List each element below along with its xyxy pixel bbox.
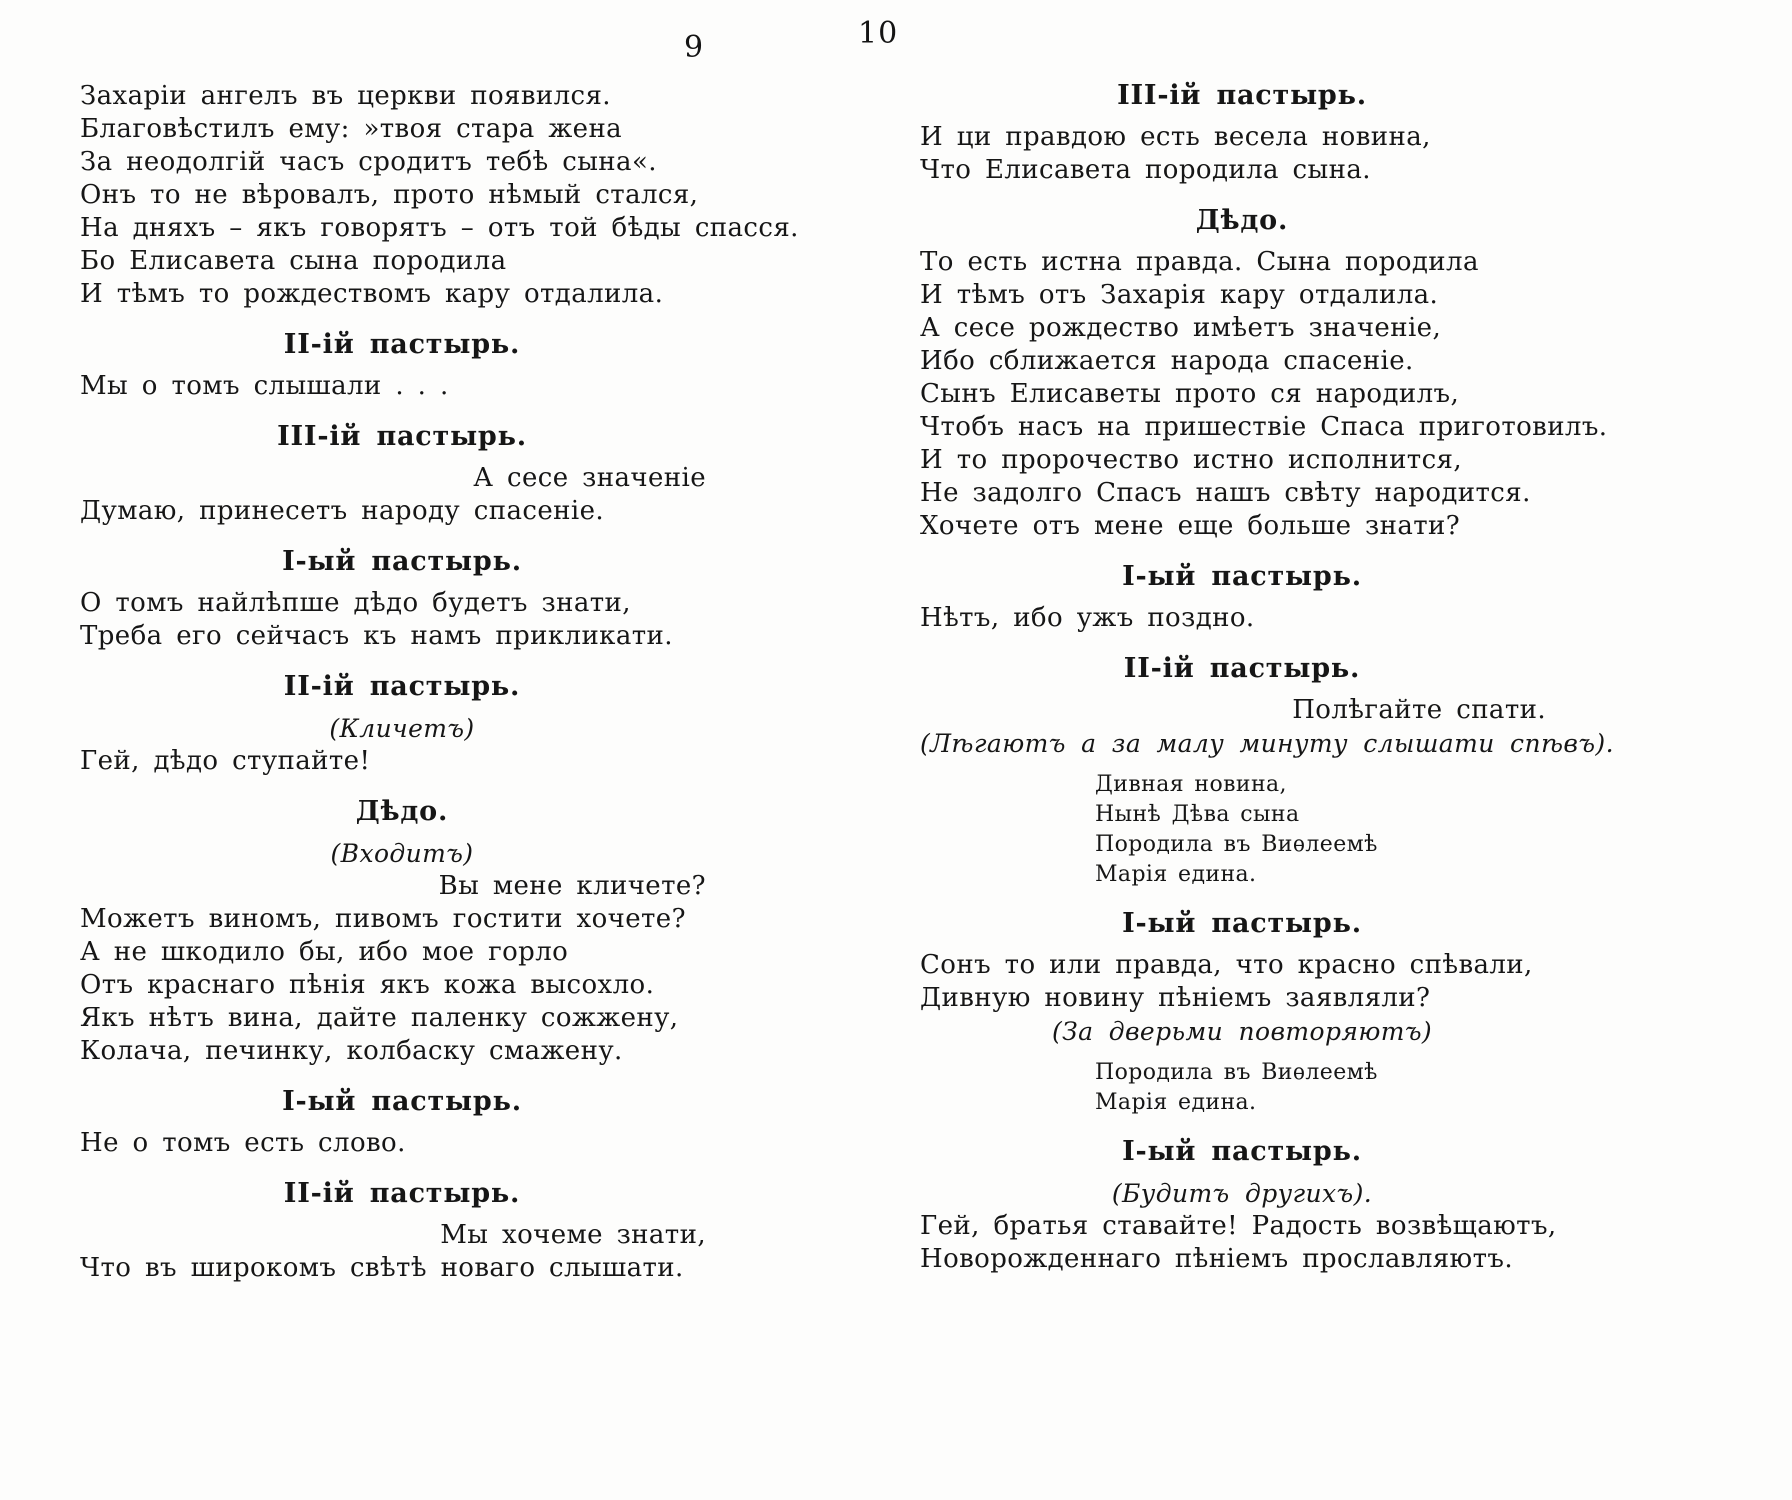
text-line: Якъ нѣтъ вина, дайте паленку сожжену, <box>80 1003 679 1033</box>
text-line: А сесе значеніе <box>473 463 706 493</box>
text-line: I-ый пастырь. <box>1122 561 1362 592</box>
text-line: III-ій пастырь. <box>1117 80 1367 111</box>
speaker-heading <box>80 1085 724 1118</box>
verse-block <box>920 949 1564 1015</box>
text-line: II-ій пастырь. <box>283 671 521 702</box>
text-line: На дняхъ – якъ говорятъ – отъ той бѣды спасся. <box>80 213 799 243</box>
speaker-heading <box>920 652 1564 685</box>
text-line: II-ій пастырь. <box>1123 653 1361 684</box>
speaker-heading <box>80 1177 724 1210</box>
text-line: Дѣдо. <box>355 796 449 827</box>
speaker-heading <box>80 328 724 361</box>
verse-block <box>80 870 724 1068</box>
text-line: Сынъ Елисаветы прото ся народилъ, <box>920 379 1460 409</box>
verse-block <box>80 1219 724 1285</box>
stage-direction <box>80 837 724 870</box>
text-line: (Будитъ другихъ). <box>1111 1179 1373 1208</box>
text-line: I-ый пастырь. <box>282 1086 522 1117</box>
verse-block <box>920 694 1564 727</box>
text-line: Не о томъ есть слово. <box>80 1128 406 1158</box>
text-line: Что Елисавета породила сына. <box>920 155 1371 185</box>
text-line: Благовѣстилъ ему: »твоя стара жена <box>80 114 623 144</box>
page-10-column <box>920 62 1614 1276</box>
text-line: Новорожденнаго пѣніемъ прославляютъ. <box>920 1244 1513 1274</box>
text-line: А сесе рождество имѣетъ значеніе, <box>920 313 1442 343</box>
text-line: То есть истна правда. Сына породила <box>920 247 1479 277</box>
stage-direction <box>920 1177 1564 1210</box>
verse-block <box>80 1127 724 1160</box>
text-line: I-ый пастырь. <box>1122 908 1362 939</box>
song-verse <box>1095 770 1564 890</box>
text-line: Отъ краснаго пѣнія якъ кожа высохло. <box>80 970 655 1000</box>
speaker-heading <box>920 204 1564 237</box>
text-line: I-ый пастырь. <box>282 546 522 577</box>
text-line: Породила въ Виѳлеемѣ <box>1095 1060 1378 1085</box>
verse-block <box>80 370 724 403</box>
verse-block <box>80 462 724 528</box>
speaker-heading <box>80 420 724 453</box>
text-line: Захаріи ангелъ въ церкви появился. <box>80 81 611 111</box>
verse-block <box>920 121 1564 187</box>
page-9-column <box>80 80 799 1285</box>
speaker-heading <box>920 907 1564 940</box>
text-line: Марія едина. <box>1095 1090 1257 1115</box>
text-line: О томъ найлѣпше дѣдо будетъ знати, <box>80 588 631 618</box>
text-line: Чтобъ насъ на пришествіе Спаса приготовилъ. <box>920 412 1608 442</box>
text-line: И тѣмъ отъ Захарія кару отдалила. <box>920 280 1439 310</box>
speaker-heading <box>920 79 1564 112</box>
text-line: За неодолгій часъ сродитъ тебѣ сына«. <box>80 147 657 177</box>
text-line: I-ый пастырь. <box>1122 1136 1362 1167</box>
text-line: Колача, печинку, колбаску смажену. <box>80 1036 623 1066</box>
verse-block <box>920 602 1564 635</box>
text-line: Гей, дѣдо ступайте! <box>80 746 371 776</box>
text-line: (Кличетъ) <box>329 714 475 743</box>
text-line: Треба его сейчасъ къ намъ прикликати. <box>80 621 673 651</box>
speaker-heading <box>80 545 724 578</box>
text-line: Сонъ то или правда, что красно спѣвали, <box>920 950 1533 980</box>
text-line: Онъ то не вѣровалъ, прото нѣмый стался, <box>80 180 699 210</box>
text-line: Нынѣ Дѣва сына <box>1095 802 1300 827</box>
stage-direction <box>920 727 1614 760</box>
text-line: Полѣгайте спати. <box>1292 695 1546 725</box>
text-line: Что въ широкомъ свѣтѣ новаго слышати. <box>80 1253 684 1283</box>
text-line: Марія едина. <box>1095 862 1257 887</box>
text-line: И тѣмъ то рождествомъ кару отдалила. <box>80 279 664 309</box>
song-verse <box>1095 1058 1564 1118</box>
stage-direction <box>920 1015 1564 1048</box>
text-line: (За дверьми повторяютъ) <box>1051 1017 1433 1046</box>
verse-block <box>80 587 724 653</box>
text-line: Гей, братья ставайте! Радость возвѣщаютъ, <box>920 1211 1557 1241</box>
stage-direction <box>80 712 724 745</box>
verse-block <box>920 1210 1564 1276</box>
text-line: Нѣтъ, ибо ужъ поздно. <box>920 603 1255 633</box>
text-line: Хочете отъ мене еще больше знати? <box>920 511 1461 541</box>
text-line: Не задолго Спасъ нашъ свѣту народится. <box>920 478 1531 508</box>
text-line: И то пророчество истно исполнится, <box>920 445 1463 475</box>
text-line: Думаю, принесетъ народу спасеніе. <box>80 496 605 526</box>
text-line: Вы мене кличете? <box>438 871 706 901</box>
text-line: Дивную новину пѣніемъ заявляли? <box>920 983 1431 1013</box>
text-line: А не шкодило бы, ибо мое горло <box>80 937 569 967</box>
text-line: II-ій пастырь. <box>283 1178 521 1209</box>
page-number-right: 10 <box>858 16 899 51</box>
page-number-left: 9 <box>684 30 705 65</box>
text-line: Мы хочеме знати, <box>440 1220 706 1250</box>
text-line: (Лѣгаютъ а за малу минуту слышати спѣвъ). <box>920 729 1614 758</box>
text-line: III-ій пастырь. <box>277 421 527 452</box>
text-line: Породила въ Виѳлеемѣ <box>1095 832 1378 857</box>
speaker-heading <box>920 1135 1564 1168</box>
verse-block <box>920 246 1608 543</box>
text-line: II-ій пастырь. <box>283 329 521 360</box>
verse-block <box>80 80 799 311</box>
text-line: Мы о томъ слышали . . . <box>80 371 449 401</box>
speaker-heading <box>920 560 1564 593</box>
text-line: Можетъ виномъ, пивомъ гостити хочете? <box>80 904 686 934</box>
text-line: (Входитъ) <box>330 839 474 868</box>
speaker-heading <box>80 795 724 828</box>
text-line: Дивная новина, <box>1095 772 1287 797</box>
text-line: Ибо сближается народа спасеніе. <box>920 346 1414 376</box>
text-line: Дѣдо. <box>1195 205 1289 236</box>
text-line: Бо Елисавета сына породила <box>80 246 507 276</box>
speaker-heading <box>80 670 724 703</box>
text-line: И ци правдою есть весела новина, <box>920 122 1431 152</box>
verse-block <box>80 745 724 778</box>
